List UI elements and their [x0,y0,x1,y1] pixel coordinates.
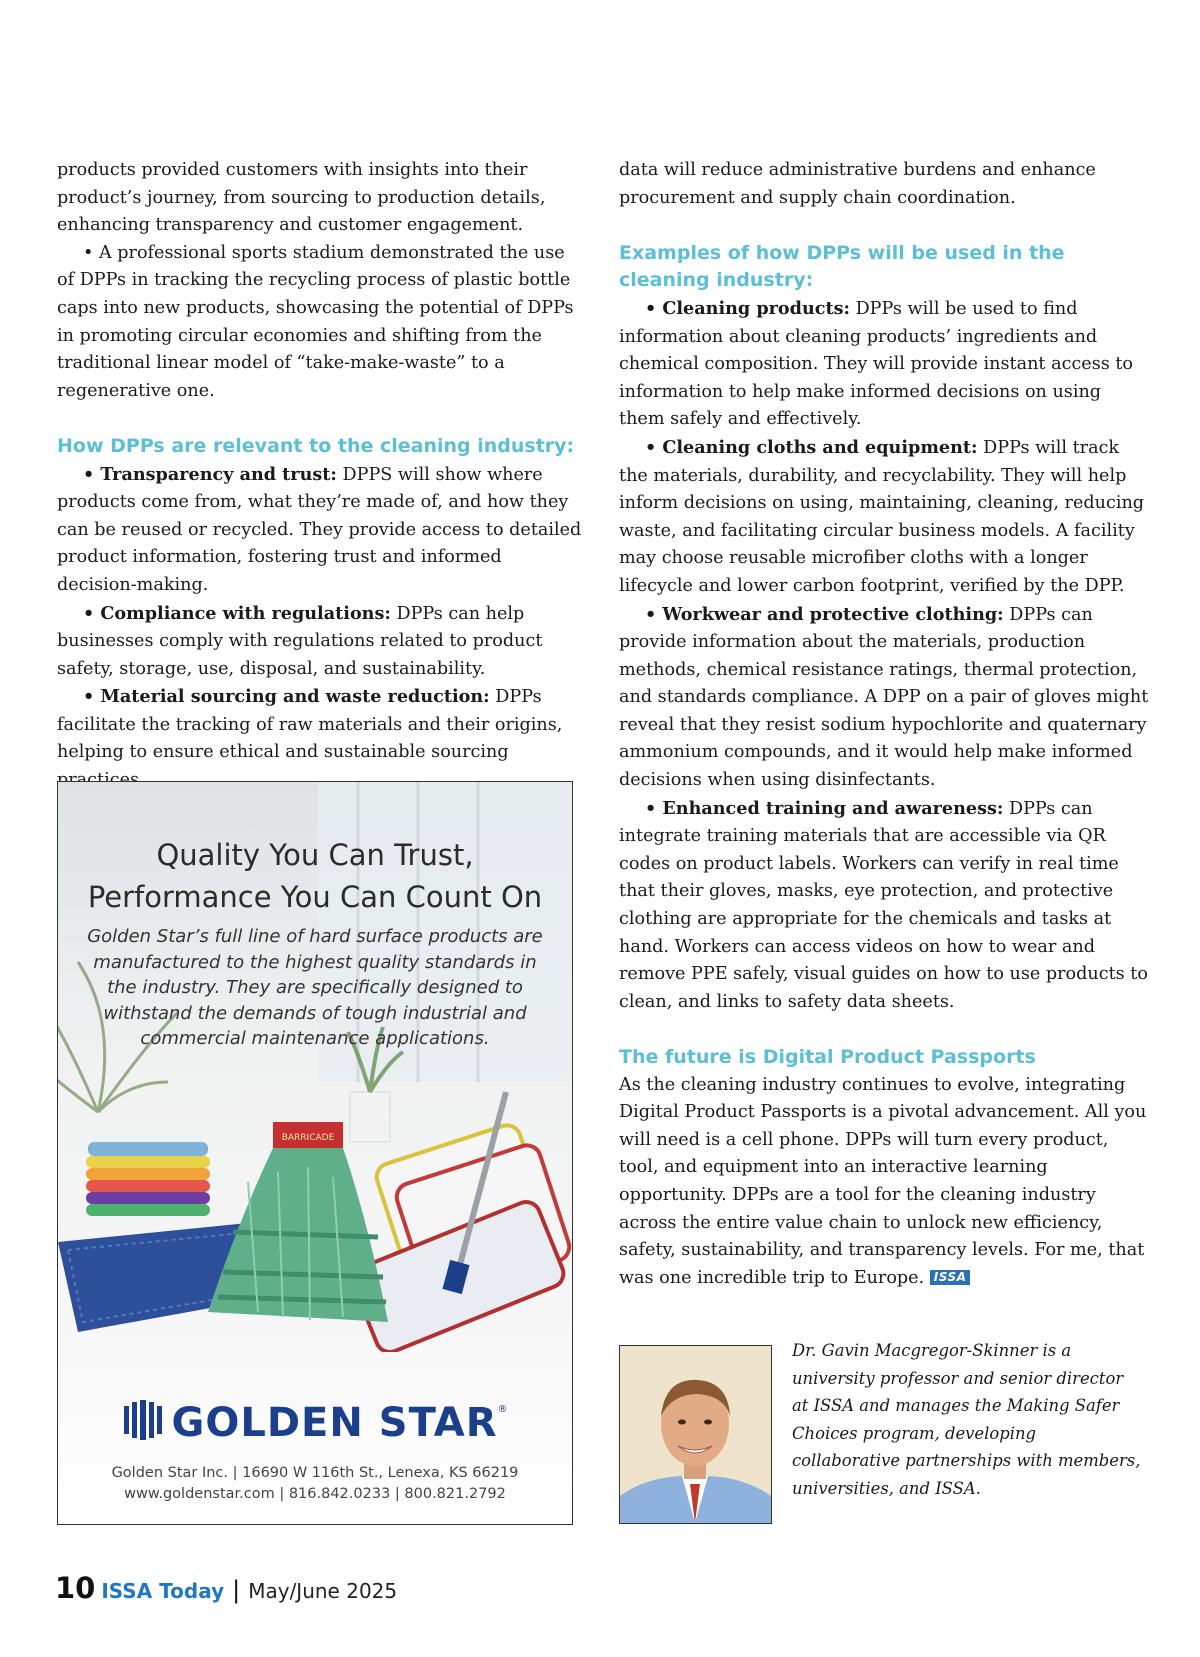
bullet-cleaning-products: • Cleaning products: DPPs will be used to find information about cleaning products’ ingredients and chemical composition. They will provide instant access to information to help make informed decisions on using them safely and effectively. [619,297,1134,430]
right-column [619,157,1149,1292]
bullet-compliance: • Compliance with regulations: DPPs can help businesses comply with regulations related to product safety, storage, use, disposal, and sustainability. [57,602,543,679]
magazine-title: ISSA Today [101,1579,225,1603]
bullet-training: • Enhanced training and awareness: DPPs can integrate training materials that are accessible via QR codes on product labels. Workers can verify in real time that their gloves, masks, eye protection, and protective clothing are appropriate for the chemicals and tasks at hand. Workers can access videos on how to wear and remove PPE safely, visual guides on how to use products to clean, and links to safety data sheets. [619,797,1148,1012]
cloth-stack-icon [86,1142,210,1216]
golden-star-logo: GOLDEN STAR® [58,1400,572,1446]
author-photo [619,1345,772,1524]
ad-website-link[interactable]: www.goldenstar.com | 816.842.0233 | 800.821.2792 [124,1486,506,1502]
left-paragraph-2: • A professional sports stadium demonstrated the use of DPPs in tracking the recycling process of plastic bottle caps into new products, showcasing the potential of DPPs in promoting circular economies and shifting from the traditional linear model of “take-make-waste” to a regenerative one. [57,242,574,401]
issa-end-logo-icon: ISSA [930,1270,971,1285]
page-number: 10 [55,1571,96,1605]
page-footer [55,1571,397,1605]
bullet-cleaning-cloths: • Cleaning cloths and equipment: DPPs will track the materials, durability, and recyclability. They will help inform decisions on using, maintaining, cleaning, reducing waste, and facilitating circular business models. A facility may choose reusable microfiber cloths with a longer lifecycle and lower carbon footprint, verified by the DPP. [619,436,1145,596]
section-heading-future: The future is Digital Product Passports [619,1046,1036,1068]
ad-headline: Quality You Can Trust, Performance You Can Count On [87,838,543,914]
ad-contact-info: Golden Star Inc. | 16690 W 116th St., Lenexa, KS 66219 www.goldenstar.com | 816.842.0233 | 800.821.2792 [58,1463,572,1505]
golden-star-advertisement[interactable] [57,781,573,1525]
issue-date: May/June 2025 [248,1579,398,1603]
closing-paragraph: As the cleaning industry continues to evolve, integrating Digital Product Passports is a pivotal advancement. All you will need is a cell phone. DPPs will turn every product, tool, and equipment into an interactive learning opportunity. DPPs are a tool for the cleaning industry across the entire value chain to unlock new efficiency, safety, sustainability, and transparency levels. For me, that was one incredible trip to Europe. ISSA [619,1074,1147,1288]
mop-tag-label: BARRICADE [281,1133,335,1143]
bullet-material-sourcing: • Material sourcing and waste reduction: DPPs facilitate the tracking of raw materials and their origins, helping to ensure ethical and sustainable sourcing [57,686,563,763]
section-heading-relevance: How DPPs are relevant to the cleaning industry: [57,434,575,457]
author-portrait-icon [620,1346,771,1523]
left-paragraph-1: products provided customers with insights into their product’s journey, from sourcing to production details, enhancing transparency and customer engagement. [57,160,546,236]
author-bio: Dr. Gavin Macgregor-Skinner is a university professor and senior director at ISSA and manages the Making Safer Choices program, developing collaborative partnerships with members, universities, and ISSA. [792,1341,1141,1498]
right-paragraph-1: data will reduce administrative burdens and enhance procurement and supply chain coordination. [619,160,1096,208]
wet-mop-icon [208,1122,388,1322]
bullet-workwear: • Workwear and protective clothing: DPPs can provide information about the materials, production methods, chemical resistance ratings, thermal protection, and standards compliance. A DPP on a pair of gloves might reveal that they resist sodium hypochlorite and quaternary ammonium compounds, and it would help make informed decisions when using disinfectants. [619,603,1149,791]
section-heading-examples: Examples of how DPPs will be used in the cleaning industry: [619,241,1065,292]
footer-separator: | [232,1576,241,1604]
bullet-transparency: • Transparency and trust: DPPS will show where products come from, what they’re made of, and how they can be reused or recycled. They provide access to detailed product information, fostering trust and informed decision-making. [57,463,582,595]
golden-star-mark-icon [122,1400,166,1440]
mop-products-illustration [58,1082,572,1352]
ad-body-text: Golden Star’s full line of hard surface products are manufactured to the highest quality standards in the industry. They are specifically designed to withstand the demands of tough industrial and commercial maintenance applications. [87,926,543,1049]
left-column [57,157,582,851]
